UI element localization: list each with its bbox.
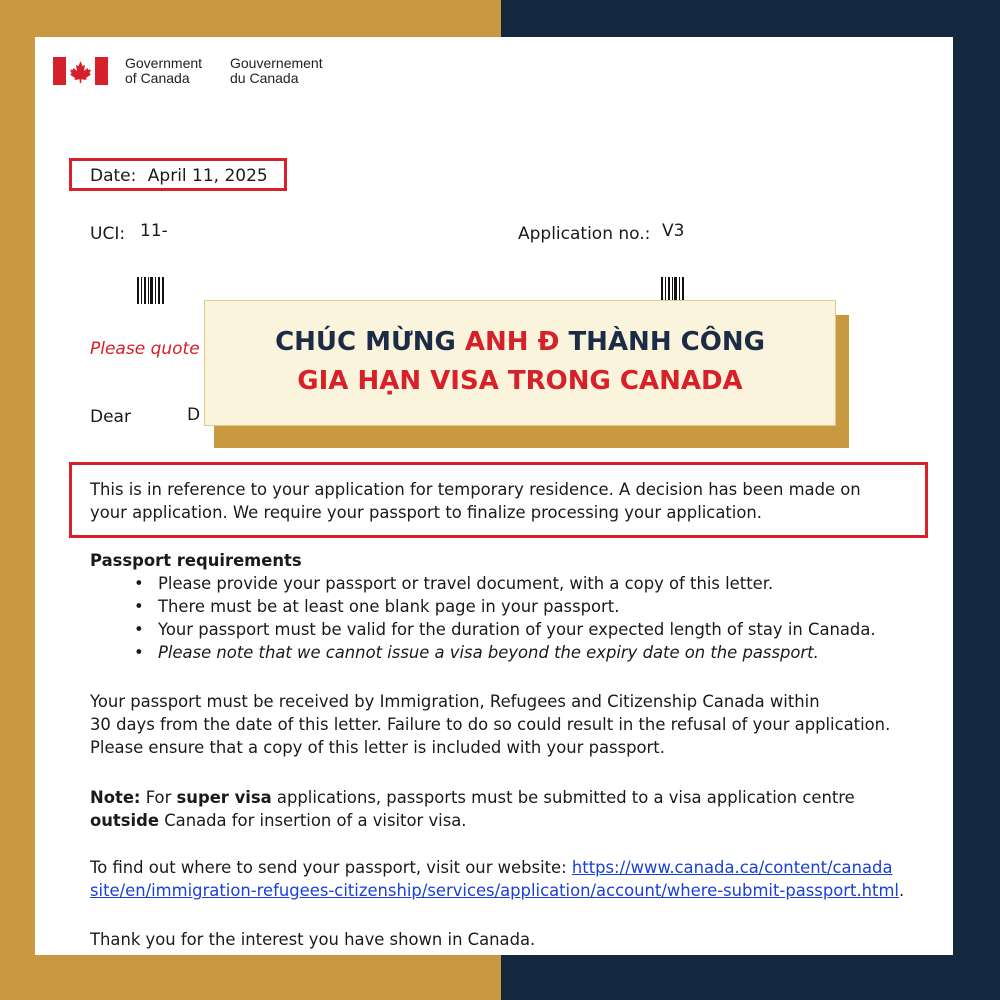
barcode-icon	[137, 277, 165, 304]
reference-line-2: your application. We require your passport to finalize processing your application.	[90, 503, 762, 522]
list-item-text: Please note that we cannot issue a visa beyond the expiry date on the passport.	[158, 643, 819, 662]
application-value: V3	[662, 221, 685, 241]
date-label: Date:	[90, 166, 137, 186]
banner-customer-name: ANH Đ	[464, 327, 560, 357]
uci-line	[90, 224, 125, 244]
thank-you-text: Thank you for the interest you have shown in Canada.	[90, 930, 536, 949]
gov-fr-line-2: du Canada	[230, 70, 299, 86]
note-text: applications, passports must be submitted to a visa application centre	[271, 788, 855, 807]
list-item	[90, 595, 940, 618]
reference-paragraph	[90, 478, 920, 524]
list-item	[90, 641, 940, 664]
date-value: April 11, 2025	[147, 166, 268, 186]
website-intro-text: To find out where to send your passport, visit our website:	[90, 858, 572, 877]
note-paragraph	[90, 786, 940, 832]
link-period: .	[898, 881, 905, 900]
banner-text: CHÚC MỪNG	[275, 327, 465, 357]
dear-name-partial: D	[187, 405, 201, 425]
list-item-text: Please provide your passport or travel document, with a copy of this letter.	[158, 574, 774, 593]
uci-label: UCI:	[90, 224, 126, 244]
list-item	[90, 618, 940, 641]
list-item-text: Your passport must be valid for the duration of your expected length of stay in Canada.	[158, 620, 876, 639]
note-text: For	[140, 788, 177, 807]
passport-requirements-section	[90, 549, 940, 664]
bullet-icon: •	[134, 643, 144, 662]
date-line	[90, 166, 268, 186]
list-item-text: There must be at least one blank page in your passport.	[158, 597, 620, 616]
banner-text: THÀNH CÔNG	[559, 327, 765, 357]
receipt-line-1: Your passport must be received by Immigration, Refugees and Citizenship Canada within	[90, 692, 820, 711]
receipt-paragraph	[90, 690, 940, 759]
passport-submission-link-continued[interactable]: site/en/immigration-refugees-citizenship/services/application/account/where-submit-passport.html	[90, 881, 899, 900]
passport-requirements-heading: Passport requirements	[90, 551, 302, 570]
banner-line-1	[204, 327, 836, 357]
application-label: Application no.:	[518, 224, 651, 244]
bullet-icon: •	[134, 574, 144, 593]
letter-document	[35, 37, 953, 955]
reference-line-1: This is in reference to your application for temporary residence. A decision has been made on	[90, 480, 861, 499]
receipt-line-3: Please ensure that a copy of this letter is included with your passport.	[90, 738, 665, 757]
dear-label: Dear	[90, 407, 131, 427]
government-of-canada-fr	[230, 56, 323, 86]
receipt-line-2: 30 days from the date of this letter. Failure to do so could result in the refusal of your application.	[90, 715, 891, 734]
passport-submission-link[interactable]: https://www.canada.ca/content/canada	[571, 858, 893, 877]
please-quote-text: Please quote	[90, 339, 200, 359]
gov-en-line-2: of Canada	[125, 70, 190, 86]
list-item	[90, 572, 940, 595]
note-super-visa: super visa	[176, 788, 272, 807]
gov-en-line-1: Government	[125, 55, 203, 71]
note-outside: outside	[90, 811, 159, 830]
passport-requirements-list	[90, 572, 940, 664]
bullet-icon: •	[134, 597, 144, 616]
bullet-icon: •	[134, 620, 144, 639]
government-of-canada-en	[125, 56, 202, 86]
gov-fr-line-1: Gouvernement	[230, 55, 323, 71]
canada-flag-icon	[53, 57, 108, 85]
uci-value: 11-	[140, 221, 168, 241]
website-paragraph	[90, 856, 950, 902]
banner-line-2: GIA HẠN VISA TRONG CANADA	[297, 366, 743, 396]
congratulation-banner	[204, 300, 836, 426]
note-label: Note:	[90, 788, 141, 807]
note-text: Canada for insertion of a visitor visa.	[159, 811, 467, 830]
